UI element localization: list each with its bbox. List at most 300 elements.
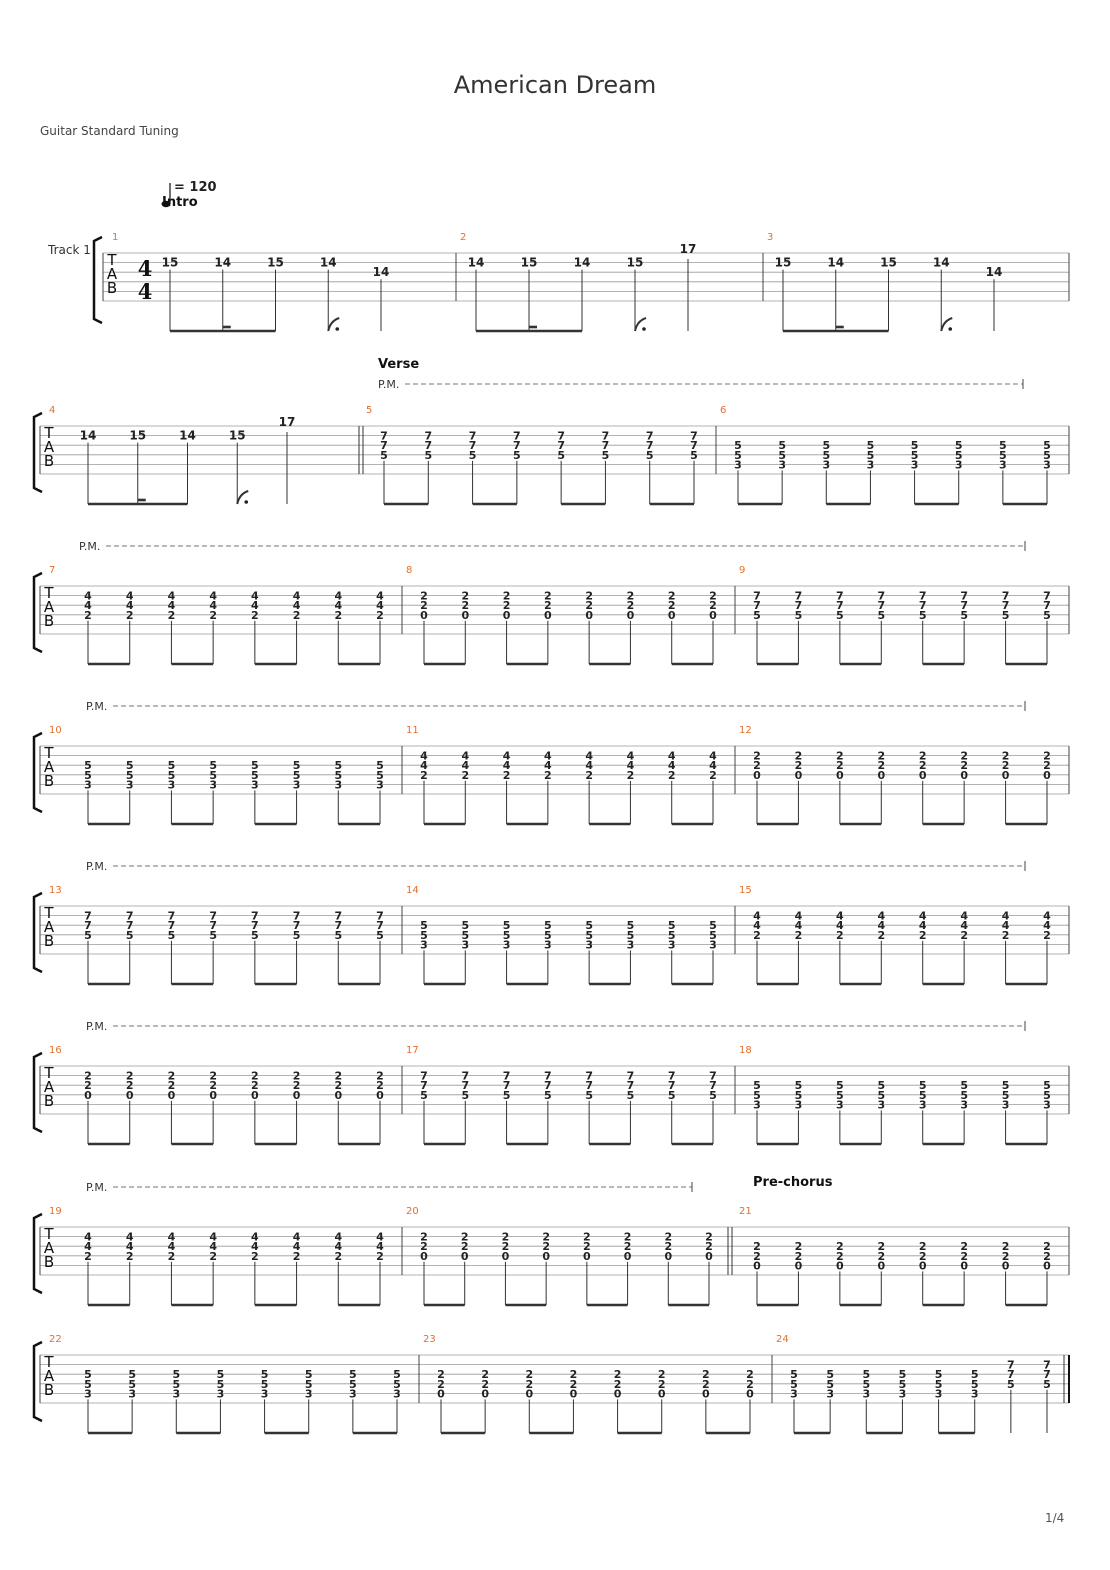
fret-number: 5 [1001, 608, 1010, 622]
fret-number: 4 [334, 599, 343, 613]
fret-number: 5 [836, 608, 844, 622]
fret-number: 4 [376, 1230, 384, 1244]
fret-number: 7 [251, 909, 259, 923]
fret-number: 2 [918, 928, 927, 942]
fret-number: 2 [292, 1079, 301, 1093]
fret-number: 4 [251, 599, 259, 613]
fret-number: 2 [501, 1230, 510, 1244]
fret-number: 0 [709, 608, 717, 622]
fret-number: 5 [934, 1368, 943, 1382]
fret-number: 7 [585, 1079, 593, 1093]
fret-number: 7 [1001, 589, 1010, 603]
track-label: Track 1 [48, 243, 91, 257]
fret-number: 5 [544, 1088, 552, 1102]
tab-clef-letter: A [43, 1367, 55, 1385]
measure-number: 9 [739, 565, 746, 576]
fret-number: 4 [292, 599, 301, 613]
fret-number: 3 [970, 1387, 979, 1401]
fret-number: 4 [1001, 909, 1010, 923]
fret-number: 4 [1043, 909, 1051, 923]
fret-number: 7 [690, 439, 698, 453]
fret-number: 5 [794, 1079, 803, 1093]
measure-number: 16 [49, 1045, 62, 1056]
fret-number: 5 [866, 439, 875, 453]
fret-number: 3 [251, 778, 259, 792]
measure-number: 11 [406, 725, 419, 736]
fret-number: 5 [128, 1377, 136, 1391]
system-bracket [34, 1342, 42, 1421]
fret-number: 7 [334, 909, 343, 923]
fret-number: 4 [585, 759, 593, 773]
fret-number: 14 [319, 255, 337, 270]
dot-icon [642, 327, 646, 331]
fret-number: 4 [918, 909, 927, 923]
fret-number: 7 [960, 599, 968, 613]
fret-number: 5 [877, 1079, 886, 1093]
tab-system [34, 1175, 1069, 1305]
palm-mute-label: P.M. [86, 700, 108, 713]
fret-number: 5 [334, 759, 343, 773]
fret-number: 7 [544, 1069, 552, 1083]
page-number: 1/4 [1045, 1511, 1065, 1525]
fret-number: 2 [753, 759, 761, 773]
fret-number: 0 [420, 608, 428, 622]
tab-system [34, 357, 1069, 504]
fret-number: 7 [292, 909, 301, 923]
fret-number: 5 [502, 928, 511, 942]
fret-number: 2 [1043, 749, 1051, 763]
fret-number: 5 [999, 439, 1007, 453]
fret-number: 2 [705, 1240, 713, 1254]
fret-number: 0 [705, 1249, 713, 1263]
fret-number: 7 [420, 1079, 428, 1093]
fret-number: 5 [709, 1088, 717, 1102]
fret-number: 5 [862, 1368, 871, 1382]
fret-number: 4 [544, 759, 552, 773]
fret-number: 2 [664, 1230, 673, 1244]
fret-number: 0 [209, 1088, 217, 1102]
fret-number: 2 [420, 768, 428, 782]
fret-number: 2 [569, 1377, 578, 1391]
measure-number: 8 [406, 565, 413, 576]
system-bracket [34, 573, 42, 652]
fret-number: 17 [679, 242, 697, 256]
tuning-label: Guitar Standard Tuning [40, 124, 179, 138]
palm-mute-label: P.M. [378, 378, 400, 391]
measure-number: 3 [767, 232, 774, 243]
fret-number: 5 [778, 439, 786, 453]
fret-number: 5 [334, 768, 343, 782]
fret-number: 3 [709, 938, 717, 952]
fret-number: 2 [918, 1240, 927, 1254]
fret-number: 2 [209, 1249, 217, 1263]
fret-number: 3 [420, 938, 428, 952]
tab-clef-letter: A [43, 598, 55, 616]
fret-number: 7 [125, 909, 134, 923]
fret-number: 3 [960, 1098, 968, 1112]
fret-number: 4 [251, 1240, 259, 1254]
fret-number: 4 [585, 749, 593, 763]
fret-number: 5 [898, 1377, 907, 1391]
fret-number: 0 [1001, 1259, 1010, 1273]
fret-number: 2 [960, 759, 968, 773]
fret-number: 5 [304, 1368, 313, 1382]
fret-number: 5 [1043, 1088, 1051, 1102]
fret-number: 3 [898, 1387, 907, 1401]
fret-number: 2 [626, 768, 635, 782]
fret-number: 3 [918, 1098, 927, 1112]
fret-number: 2 [525, 1377, 534, 1391]
fret-number: 3 [502, 938, 511, 952]
fret-number: 7 [84, 909, 92, 923]
fret-number: 4 [960, 919, 968, 933]
fret-number: 2 [746, 1377, 754, 1391]
fret-number: 2 [585, 768, 593, 782]
fret-number: 2 [292, 1249, 301, 1263]
fret-number: 3 [794, 1098, 803, 1112]
fret-number: 2 [794, 1249, 803, 1263]
fret-number: 4 [794, 909, 803, 923]
fret-number: 5 [999, 448, 1007, 462]
fret-number: 2 [918, 759, 927, 773]
fret-number: 2 [794, 749, 803, 763]
fret-number: 7 [836, 599, 844, 613]
fret-number: 2 [583, 1240, 591, 1254]
fret-number: 2 [836, 1249, 844, 1263]
fret-number: 7 [1007, 1368, 1015, 1382]
fret-number: 7 [292, 919, 301, 933]
fret-number: 7 [836, 589, 844, 603]
fret-number: 2 [877, 1249, 886, 1263]
measure-number: 10 [49, 725, 62, 736]
fret-number: 3 [1001, 1098, 1010, 1112]
fret-number: 14 [467, 255, 485, 270]
fret-number: 2 [502, 768, 511, 782]
tab-clef-letter: T [44, 1064, 54, 1082]
fret-number: 5 [709, 928, 717, 942]
fret-number: 5 [918, 1088, 927, 1102]
fret-number: 4 [709, 759, 717, 773]
fret-number: 7 [1043, 1358, 1051, 1372]
dot-icon [244, 500, 248, 504]
fret-number: 5 [753, 1079, 761, 1093]
fret-number: 5 [544, 928, 552, 942]
fret-number: 5 [292, 759, 301, 773]
fret-number: 2 [753, 1249, 761, 1263]
tab-system [34, 860, 1069, 984]
fret-number: 2 [836, 759, 844, 773]
fret-number: 2 [613, 1368, 622, 1382]
fret-number: 0 [918, 1259, 927, 1273]
fret-number: 5 [826, 1368, 834, 1382]
fret-number: 2 [292, 1069, 301, 1083]
fret-number: 5 [349, 1377, 357, 1391]
measure-number: 4 [49, 405, 56, 416]
fret-number: 0 [918, 768, 927, 782]
fret-number: 4 [125, 599, 134, 613]
fret-number: 4 [836, 919, 844, 933]
fret-number: 5 [822, 439, 831, 453]
fret-number: 5 [1043, 1079, 1051, 1093]
fret-number: 2 [420, 1230, 428, 1244]
fret-number: 2 [542, 1230, 550, 1244]
fret-number: 5 [934, 1377, 943, 1391]
fret-number: 5 [251, 928, 259, 942]
fret-number: 7 [420, 1069, 428, 1083]
fret-number: 15 [520, 255, 538, 270]
measure-number: 6 [720, 405, 727, 416]
fret-number: 5 [645, 448, 654, 462]
fret-number: 4 [167, 589, 176, 603]
fret-number: 2 [794, 759, 803, 773]
fret-number: 3 [753, 1098, 761, 1112]
fret-number: 7 [1043, 589, 1051, 603]
fret-number: 4 [753, 919, 761, 933]
fret-number: 5 [125, 759, 134, 773]
fret-number: 5 [84, 759, 92, 773]
fret-number: 14 [214, 255, 232, 270]
fret-number: 0 [746, 1387, 754, 1401]
fret-number: 2 [753, 1240, 761, 1254]
fret-number: 4 [502, 749, 511, 763]
fret-number: 3 [84, 778, 92, 792]
fret-number: 2 [437, 1368, 445, 1382]
fret-number: 2 [84, 1069, 92, 1083]
fret-number: 5 [690, 448, 698, 462]
fret-number: 0 [613, 1387, 622, 1401]
fret-number: 2 [502, 589, 511, 603]
fret-number: 7 [1001, 599, 1010, 613]
fret-number: 0 [1043, 1259, 1051, 1273]
fret-number: 3 [544, 938, 552, 952]
fret-number: 5 [424, 448, 433, 462]
fret-number: 3 [836, 1098, 844, 1112]
fret-number: 7 [601, 429, 610, 443]
fret-number: 5 [461, 928, 470, 942]
fret-number: 2 [481, 1377, 489, 1391]
fret-number: 4 [334, 1240, 343, 1254]
fret-number: 0 [877, 1259, 886, 1273]
fret-number: 2 [583, 1230, 591, 1244]
fret-number: 5 [601, 448, 610, 462]
fret-number: 5 [918, 1079, 927, 1093]
fret-number: 7 [557, 429, 565, 443]
fret-number: 5 [292, 928, 301, 942]
fret-number: 4 [334, 589, 343, 603]
tab-clef-letter: A [43, 758, 55, 776]
measure-number: 2 [460, 232, 467, 243]
fret-number: 5 [790, 1368, 798, 1382]
fret-number: 3 [393, 1387, 401, 1401]
fret-number: 3 [84, 1387, 92, 1401]
dot-icon [335, 327, 339, 331]
fret-number: 15 [129, 428, 147, 443]
palm-mute-label: P.M. [86, 1020, 108, 1033]
fret-number: 5 [209, 768, 217, 782]
tab-clef-letter: T [44, 904, 54, 922]
fret-number: 5 [1007, 1377, 1015, 1391]
fret-number: 7 [380, 429, 388, 443]
fret-number: 2 [334, 1069, 343, 1083]
tab-clef-letter: B [43, 612, 55, 630]
fret-number: 7 [502, 1069, 511, 1083]
fret-number: 5 [128, 1368, 136, 1382]
fret-number: 2 [664, 1240, 673, 1254]
fret-number: 2 [960, 1249, 968, 1263]
measure-number: 13 [49, 885, 62, 896]
fret-number: 2 [585, 599, 593, 613]
tab-clef-letter: B [43, 1092, 55, 1110]
fret-number: 7 [461, 1069, 470, 1083]
fret-number: 2 [877, 759, 886, 773]
section-marker: Verse [378, 357, 420, 372]
fret-number: 2 [125, 608, 134, 622]
fret-number: 2 [420, 589, 428, 603]
fret-number: 5 [877, 608, 886, 622]
fret-number: 5 [836, 1079, 844, 1093]
fret-number: 0 [251, 1088, 259, 1102]
fret-number: 5 [209, 759, 217, 773]
tab-clef-letter: T [44, 584, 54, 602]
fret-number: 15 [267, 255, 284, 270]
fret-number: 2 [125, 1249, 134, 1263]
fret-number: 4 [918, 919, 927, 933]
fret-number: 0 [501, 1249, 510, 1263]
tab-clef-letter: B [43, 772, 55, 790]
palm-mute-label: P.M. [79, 540, 101, 553]
fret-number: 7 [601, 439, 610, 453]
fret-number: 0 [460, 1249, 469, 1263]
fret-number: 2 [1043, 1240, 1051, 1254]
fret-number: 5 [778, 448, 786, 462]
fret-number: 2 [877, 749, 886, 763]
fret-number: 5 [216, 1368, 225, 1382]
fret-number: 0 [420, 1249, 428, 1263]
fret-number: 4 [1001, 919, 1010, 933]
fret-number: 5 [667, 1088, 676, 1102]
measure-number: 7 [49, 565, 56, 576]
fret-number: 2 [667, 599, 676, 613]
fret-number: 7 [960, 589, 968, 603]
fret-number: 7 [544, 1079, 552, 1093]
fret-number: 2 [167, 608, 176, 622]
fret-number: 7 [1043, 1368, 1051, 1382]
fret-number: 7 [209, 919, 217, 933]
fret-number: 5 [513, 448, 521, 462]
measure-number: 12 [739, 725, 752, 736]
fret-number: 2 [1001, 749, 1010, 763]
fret-number: 5 [822, 448, 831, 462]
fret-number: 7 [877, 599, 886, 613]
fret-number: 2 [702, 1368, 710, 1382]
fret-number: 5 [910, 439, 919, 453]
fret-number: 2 [709, 589, 717, 603]
fret-number: 2 [836, 749, 844, 763]
fret-number: 3 [954, 458, 963, 472]
fret-number: 4 [836, 909, 844, 923]
fret-number: 15 [228, 428, 246, 443]
fret-number: 2 [209, 1079, 217, 1093]
system-bracket [34, 1053, 42, 1132]
fret-number: 14 [179, 428, 196, 443]
fret-number: 5 [910, 448, 919, 462]
fret-number: 2 [376, 1069, 384, 1083]
fret-number: 4 [420, 749, 428, 763]
fret-number: 14 [932, 255, 950, 270]
measure-number: 18 [739, 1045, 752, 1056]
fret-number: 5 [790, 1377, 798, 1391]
tab-system [34, 1334, 1069, 1433]
fret-number: 4 [502, 759, 511, 773]
fret-number: 7 [794, 589, 803, 603]
fret-number: 4 [84, 1240, 92, 1254]
fret-number: 3 [292, 778, 301, 792]
fret-number: 14 [985, 265, 1003, 280]
measure-number: 21 [739, 1206, 752, 1217]
fret-number: 2 [460, 1230, 469, 1244]
measure-number: 14 [406, 885, 419, 896]
fret-number: 0 [1001, 768, 1010, 782]
fret-number: 5 [1043, 448, 1051, 462]
fret-number: 0 [525, 1387, 534, 1401]
fret-number: 2 [209, 608, 217, 622]
fret-number: 2 [746, 1368, 754, 1382]
fret-number: 5 [960, 608, 968, 622]
fret-number: 3 [934, 1387, 943, 1401]
fret-number: 2 [460, 1240, 469, 1254]
fret-number: 7 [918, 589, 927, 603]
tab-system [34, 700, 1069, 824]
fret-number: 0 [794, 768, 803, 782]
fret-number: 5 [251, 768, 259, 782]
fret-number: 2 [836, 928, 844, 942]
tempo-marking: = 120 [174, 180, 217, 195]
fret-number: 2 [334, 1079, 343, 1093]
fret-number: 5 [667, 928, 676, 942]
fret-number: 0 [585, 608, 593, 622]
fret-number: 15 [880, 255, 897, 270]
fret-number: 5 [866, 448, 875, 462]
fret-number: 14 [573, 255, 591, 270]
fret-number: 5 [376, 759, 384, 773]
fret-number: 4 [420, 759, 428, 773]
fret-number: 3 [304, 1387, 313, 1401]
fret-number: 2 [209, 1069, 217, 1083]
fret-number: 7 [125, 919, 134, 933]
fret-number: 2 [376, 1079, 384, 1093]
fret-number: 5 [954, 439, 963, 453]
fret-number: 4 [794, 919, 803, 933]
fret-number: 5 [877, 1088, 886, 1102]
fret-number: 5 [1043, 1377, 1051, 1391]
fret-number: 7 [709, 1069, 717, 1083]
fret-number: 15 [161, 255, 179, 270]
fret-number: 5 [334, 928, 343, 942]
fret-number: 4 [960, 909, 968, 923]
fret-number: 7 [468, 439, 477, 453]
fret-number: 4 [376, 599, 384, 613]
fret-number: 2 [376, 1249, 384, 1263]
fret-number: 2 [167, 1069, 176, 1083]
fret-number: 2 [877, 1240, 886, 1254]
fret-number: 3 [209, 778, 217, 792]
fret-number: 15 [774, 255, 792, 270]
fret-number: 5 [461, 919, 470, 933]
fret-number: 2 [125, 1079, 134, 1093]
fret-number: 2 [657, 1377, 666, 1391]
fret-number: 3 [125, 778, 134, 792]
fret-number: 0 [125, 1088, 134, 1102]
